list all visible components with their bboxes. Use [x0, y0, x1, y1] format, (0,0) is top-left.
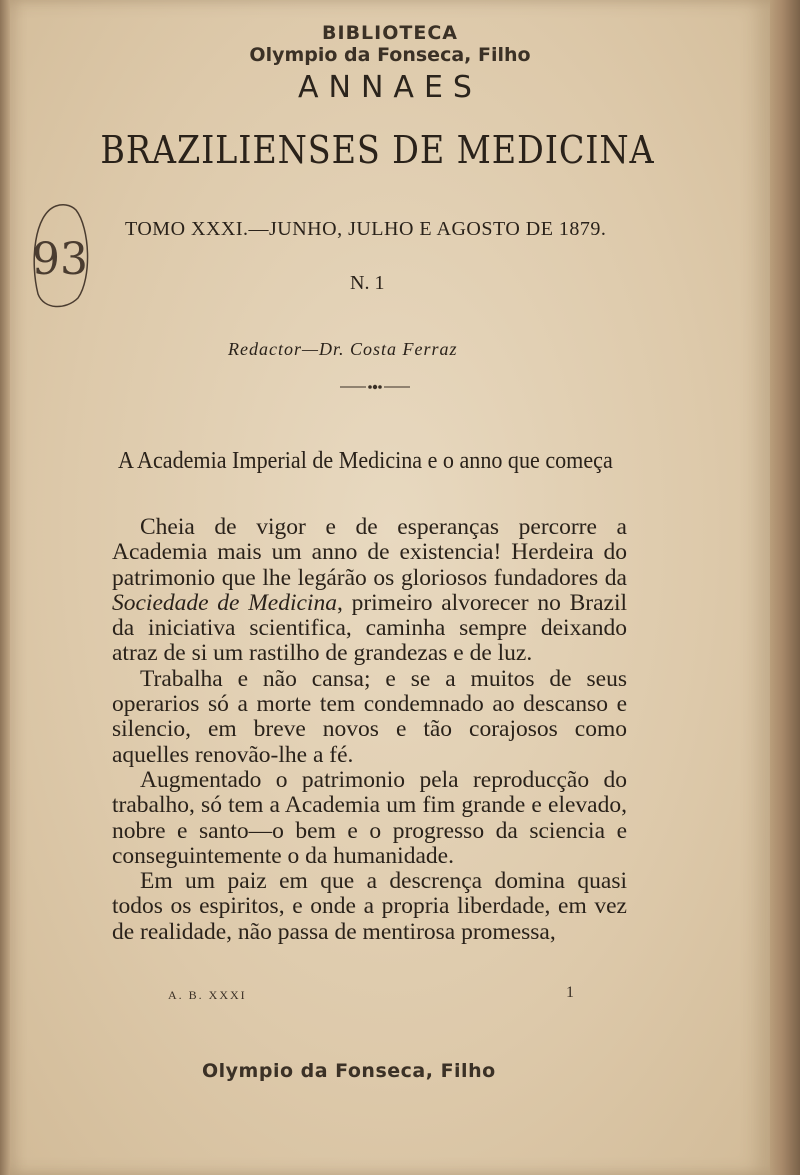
- bottom-library-stamp: Olympio da Fonseca, Filho: [202, 1060, 496, 1082]
- issue-number: N. 1: [350, 272, 385, 294]
- volume-info: TOMO XXXI.—JUNHO, JULHO E AGOSTO DE 1879.: [125, 218, 607, 240]
- library-stamp-line1: BIBLIOTECA: [322, 22, 458, 44]
- paragraph-4: Em um paiz em que a descrença domina quasi todos os espiritos, e onde a propria liberdade, em vez de realidade, não passa de mentirosa promessa,: [112, 868, 627, 945]
- paragraph-1-text-b: , primeiro alvorecer no Brazil da iniciativa scientifica, caminha sempre deixando atraz de si um rastilho de grandezas e de luz.: [112, 589, 628, 667]
- paragraph-1-italic: Sociedade de Medicina: [112, 589, 337, 616]
- paragraph-3: Augmentado o patrimonio pela reproducção do trabalho, só tem a Academia um fim grande e elevado, nobre e santo—o bem e o progresso da sciencia e conseguintemente o da humanidade.: [112, 766, 627, 869]
- journal-annaes: ANNAES: [298, 70, 482, 105]
- page-number: 1: [566, 984, 574, 1001]
- paragraph-2: Trabalha e não cansa; e se a muitos de seus operarios só a morte tem condemnado ao descanso e silencio, em breve novos e tão corajosos como aquelles renovão-lhe a fé.: [112, 665, 627, 768]
- ornament-divider: [340, 383, 410, 391]
- page-left-edge: [0, 0, 10, 1175]
- handwritten-number-text: 93: [32, 234, 88, 285]
- article-body: [112, 515, 627, 945]
- paragraph-1: [112, 515, 627, 667]
- book-spine: [770, 0, 800, 1175]
- article-title: A Academia Imperial de Medicina e o anno que começa: [118, 448, 613, 474]
- handwritten-catalog-number: [26, 202, 94, 312]
- editor-line: Redactor—Dr. Costa Ferraz: [228, 339, 458, 359]
- document-page: [10, 0, 770, 1175]
- journal-title: BRAZILIENSES DE MEDICINA: [100, 128, 655, 172]
- signature-mark: A. B. XXXI: [168, 988, 247, 1002]
- paragraph-1-text-a: Cheia de vigor e de esperanças percorre a Academia mais um anno de existencia! Herdeira do patrimonio que lhe legárão os gloriosos fundadores da: [112, 514, 627, 591]
- library-stamp-line2: Olympio da Fonseca, Filho: [249, 44, 531, 66]
